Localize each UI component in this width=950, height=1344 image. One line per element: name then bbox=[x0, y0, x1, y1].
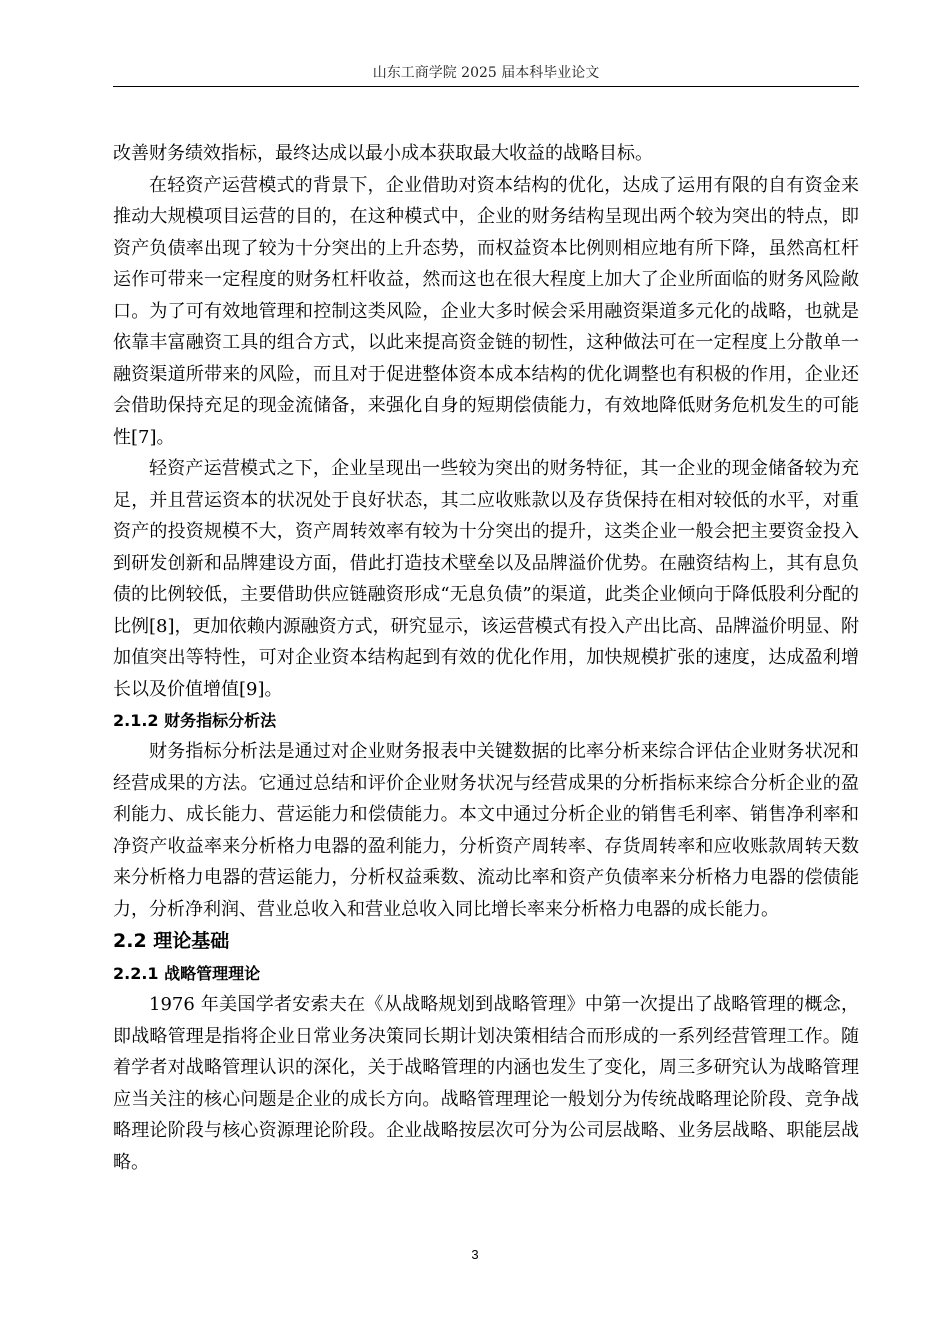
paragraph-strategic-management-theory: 1976 年美国学者安索夫在《从战略规划到战略管理》中第一次提出了战略管理的概念，即战略管理是指将企业日常业务决策同长期计划决策相结合而形成的一系列经营管理工作。随着学者对战略管理认识的深化，关于战略管理的内涵也发生了变化，周三多研究认为战略管理应当关注的核心问题是企业的成长方向。战略管理理论一般划分为传统战略理论阶段、竞争战略理论阶段与核心资源理论阶段。企业战略按层次可分为公司层战略、业务层战略、职能层战略。 bbox=[113, 994, 859, 1173]
paragraph-continuation: 改善财务绩效指标，最终达成以最小成本获取最大收益的战略目标。 bbox=[113, 143, 653, 164]
running-header: 山东工商学院 2025 届本科毕业论文 bbox=[372, 65, 600, 81]
paragraph-asset-light-capital-structure: 在轻资产运营模式的背景下，企业借助对资本结构的优化，达成了运用有限的自有资金来推动大规模项目运营的目的，在这种模式中，企业的财务结构呈现出两个较为突出的特点，即资产负债率出现了较为十分突出的上升态势，而权益资本比例则相应地有所下降，虽然高杠杆运作可带来一定程度的财务杠杆收益，然而这也在很大程度上加大了企业所面临的财务风险敞口。为了可有效地管理和控制这类风险，企业大多时候会采用融资渠道多元化的战略，也就是依靠丰富融资工具的组合方式，以此来提高资金链的韧性，这种做法可在一定程度上分散单一融资渠道所带来的风险，而且对于促进整体资本成本结构的优化调整也有积极的作用，企业还会借助保持充足的现金流储备，来强化自身的短期偿债能力，有效地降低财务危机发生的可能性[7]。 bbox=[113, 174, 859, 448]
section-heading-2-2-1: 2.2.1 战略管理理论 bbox=[113, 964, 261, 983]
paragraph-financial-indicator-method: 财务指标分析法是通过对企业财务报表中关键数据的比率分析来综合评估企业财务状况和经营成果的方法。它通过总结和评价企业财务状况与经营成果的分析指标来综合分析企业的盈利能力、成长能力、营运能力和偿债能力。本文中通过分析企业的销售毛利率、销售净利率和净资产收益率来分析格力电器的盈利能力，分析资产周转率、存货周转率和应收账款周转天数来分析格力电器的营运能力，分析权益乘数、流动比率和资产负债率来分析格力电器的偿债能力，分析净利润、营业总收入和营业总收入同比增长率来分析格力电器的成长能力。 bbox=[113, 741, 859, 920]
section-heading-2-2: 2.2 理论基础 bbox=[113, 930, 230, 952]
page-body bbox=[113, 138, 859, 1178]
section-heading-2-1-2: 2.1.2 财务指标分析法 bbox=[113, 711, 277, 730]
paragraph-asset-light-financial-features: 轻资产运营模式之下，企业呈现出一些较为突出的财务特征，其一企业的现金储备较为充足，并且营运资本的状况处于良好状态，其二应收账款以及存货保持在相对较低的水平，对重资产的投资规模不大，资产周转效率有较为十分突出的提升，这类企业一般会把主要资金投入到研发创新和品牌建设方面，借此打造技术壁垒以及品牌溢价优势。在融资结构上，其有息负债的比例较低，主要借助供应链融资形成“无息负债”的渠道，此类企业倾向于降低股利分配的比例[8]，更加依赖内源融资方式，研究显示，该运营模式有投入产出比高、品牌溢价明显、附加值突出等特性，可对企业资本结构起到有效的优化作用，加快规模扩张的速度，达成盈利增长以及价值增值[9]。 bbox=[113, 458, 859, 700]
header-rule bbox=[113, 86, 859, 87]
page-number: 3 bbox=[471, 1247, 479, 1262]
